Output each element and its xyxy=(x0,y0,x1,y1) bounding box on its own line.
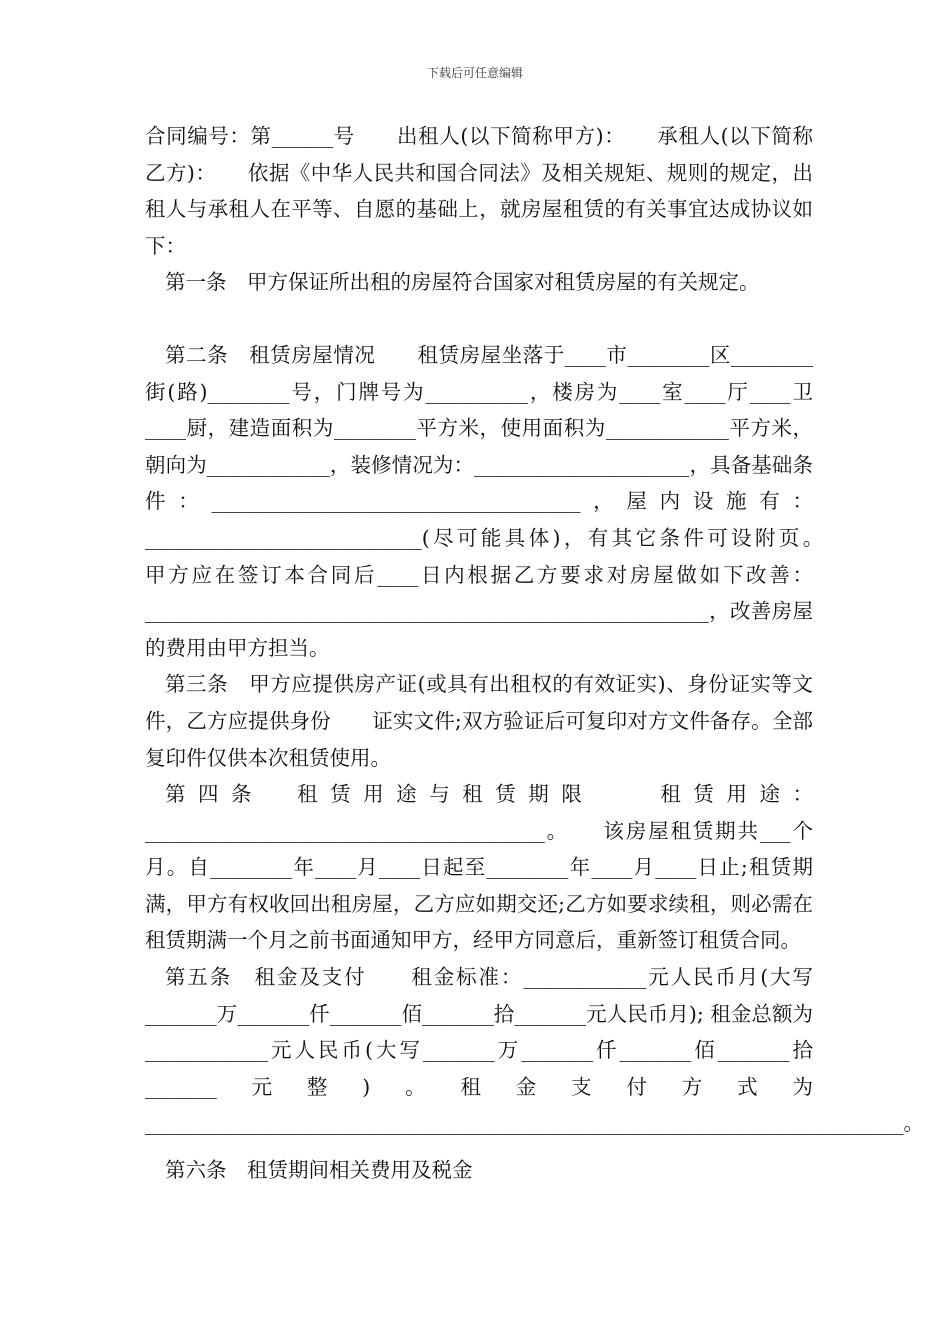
article-6: 第六条 租赁期间相关费用及税金 xyxy=(165,1158,473,1183)
contract-intro: 合同编号：第______号 出租人(以下简称甲方)： 承租人(以下简称乙方)： 依据《中华人民共和国合同法》及相关规矩、规则的规定，出租人与承租人在平等、自愿的基础上，就房屋租赁的有关事宜达成协议如下： xyxy=(145,124,813,258)
article-2: 第二条 租赁房屋情况 租赁房屋坐落于____市________区________街(路)________号，门牌号为__________，楼房为____室____厅____卫____厨，建造面积为________平方米，使用面积为____________平方米，朝向为____________，装修情况为：_____________________，具备基础条件：____________________________________，屋内设施有：___________________________(尽可能具体)，有其它条件可设附页。 甲方应在签订本合同后____日内根据乙方要求对房屋做如下改善：_______________________________________________________，改善房屋的费用由甲方担当。 xyxy=(145,342,854,660)
article-3: 第三条 甲方应提供房产证(或具有出租权的有效证实)、身份证实等文件，乙方应提供身份 证实文件;双方验证后可复印对方文件备存。全部复印件仅供本次租赁使用。 xyxy=(145,672,813,770)
article-1: 第一条 甲方保证所出租的房屋符合国家对租赁房屋的有关规定。 xyxy=(165,270,760,295)
article-5: 第五条 租金及支付 租金标准：____________元人民币月(大写_______万_______仟_______佰_______拾_______元人民币月); 租金总额为____________元人民币(大写_______万_______仟_______佰_______拾_______元整)。租金支付方式为__________________________________________________________________________。 xyxy=(145,965,924,1136)
page-header: 下载后可任意编辑 xyxy=(426,66,523,80)
contract-body xyxy=(145,118,924,1189)
article-4: 第四条 租赁用途与租赁期限 租赁用途：_______________________________________。 该房屋租赁期共___个月。自________年____月____日起至________年____月____日止;租赁期满，甲方有权收回出租房屋，乙方应如期交还;乙方如要求续租，则必需在租赁期满一个月之前书面通知甲方，经甲方同意后，重新签订租赁合同。 xyxy=(145,782,813,953)
paragraph-gap xyxy=(145,1142,813,1152)
paragraph-gap xyxy=(145,301,813,337)
